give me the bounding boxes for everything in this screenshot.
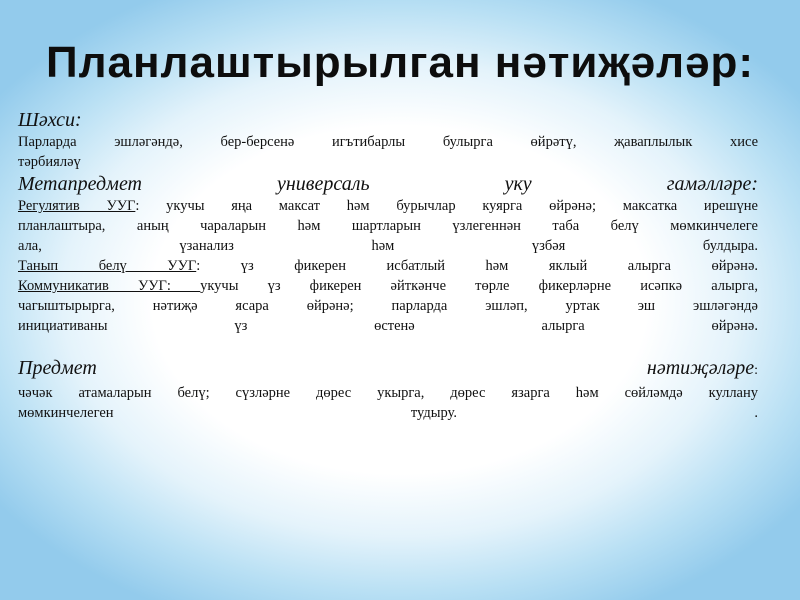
- subject-heading: [18, 356, 758, 383]
- communicative-label: Коммуникатив УУГ:: [18, 278, 201, 294]
- regulative-line-2: планлаштыра, аның чараларын һәм шартларын үзлегеннән таба белү мөмкинчелеге: [18, 218, 758, 234]
- content-block: [18, 108, 758, 423]
- communicative-line-3: инициативаны үз өстенә алырга өйрәнә.: [18, 318, 758, 334]
- communicative-text-1: укучы үз фикерен әйткәнче төрле фикерләрне исәпкә алырга,: [200, 278, 758, 294]
- personal-heading: Шәхси:: [18, 109, 82, 131]
- page-title: Планлаштырылган нәтиҗәләр:: [45, 38, 755, 87]
- subject-heading-word-1: Предмет: [18, 357, 97, 379]
- regulative-line-1: [18, 196, 758, 216]
- regulative-line-3: ала, үзанализ һәм үзбәя булдыра.: [18, 238, 758, 254]
- spacer: [18, 336, 758, 356]
- personal-text-line-2: тәрбияләү: [18, 154, 81, 170]
- communicative-line-2: чагыштырырга, нәтиҗә ясара өйрәнә; парларда эшләп, уртак эш эшләгәндә: [18, 298, 758, 314]
- cognitive-label: Танып белү УУГ: [18, 258, 197, 274]
- cognitive-line: [18, 256, 758, 276]
- regulative-text-1: : укучы яңа максат һәм бурычлар куярга өйрәнә; максатка ирешүне: [135, 198, 758, 214]
- cognitive-text: : үз фикерен исбатлый һәм яклый алырга өйрәнә.: [196, 258, 759, 274]
- metasubject-heading: Метапредмет универсаль уку гамәлләре:: [18, 173, 758, 195]
- subject-text-line-2: мөмкинчелеген тудыру. .: [18, 405, 758, 421]
- regulative-label: Регулятив УУГ: [18, 198, 136, 214]
- personal-text-line-1: Парларда эшләгәндә, бер-берсенә игътибарлы булырга өйрәтү, җаваплылык хисе: [18, 134, 758, 150]
- subject-heading-word-2: нәтиҗәләре:: [646, 357, 758, 379]
- subject-text-line-1: чәчәк атамаларын белү; сүзләрне дөрес укырга, дөрес язарга һәм сөйләмдә куллану: [18, 385, 758, 401]
- communicative-line-1: [18, 276, 758, 296]
